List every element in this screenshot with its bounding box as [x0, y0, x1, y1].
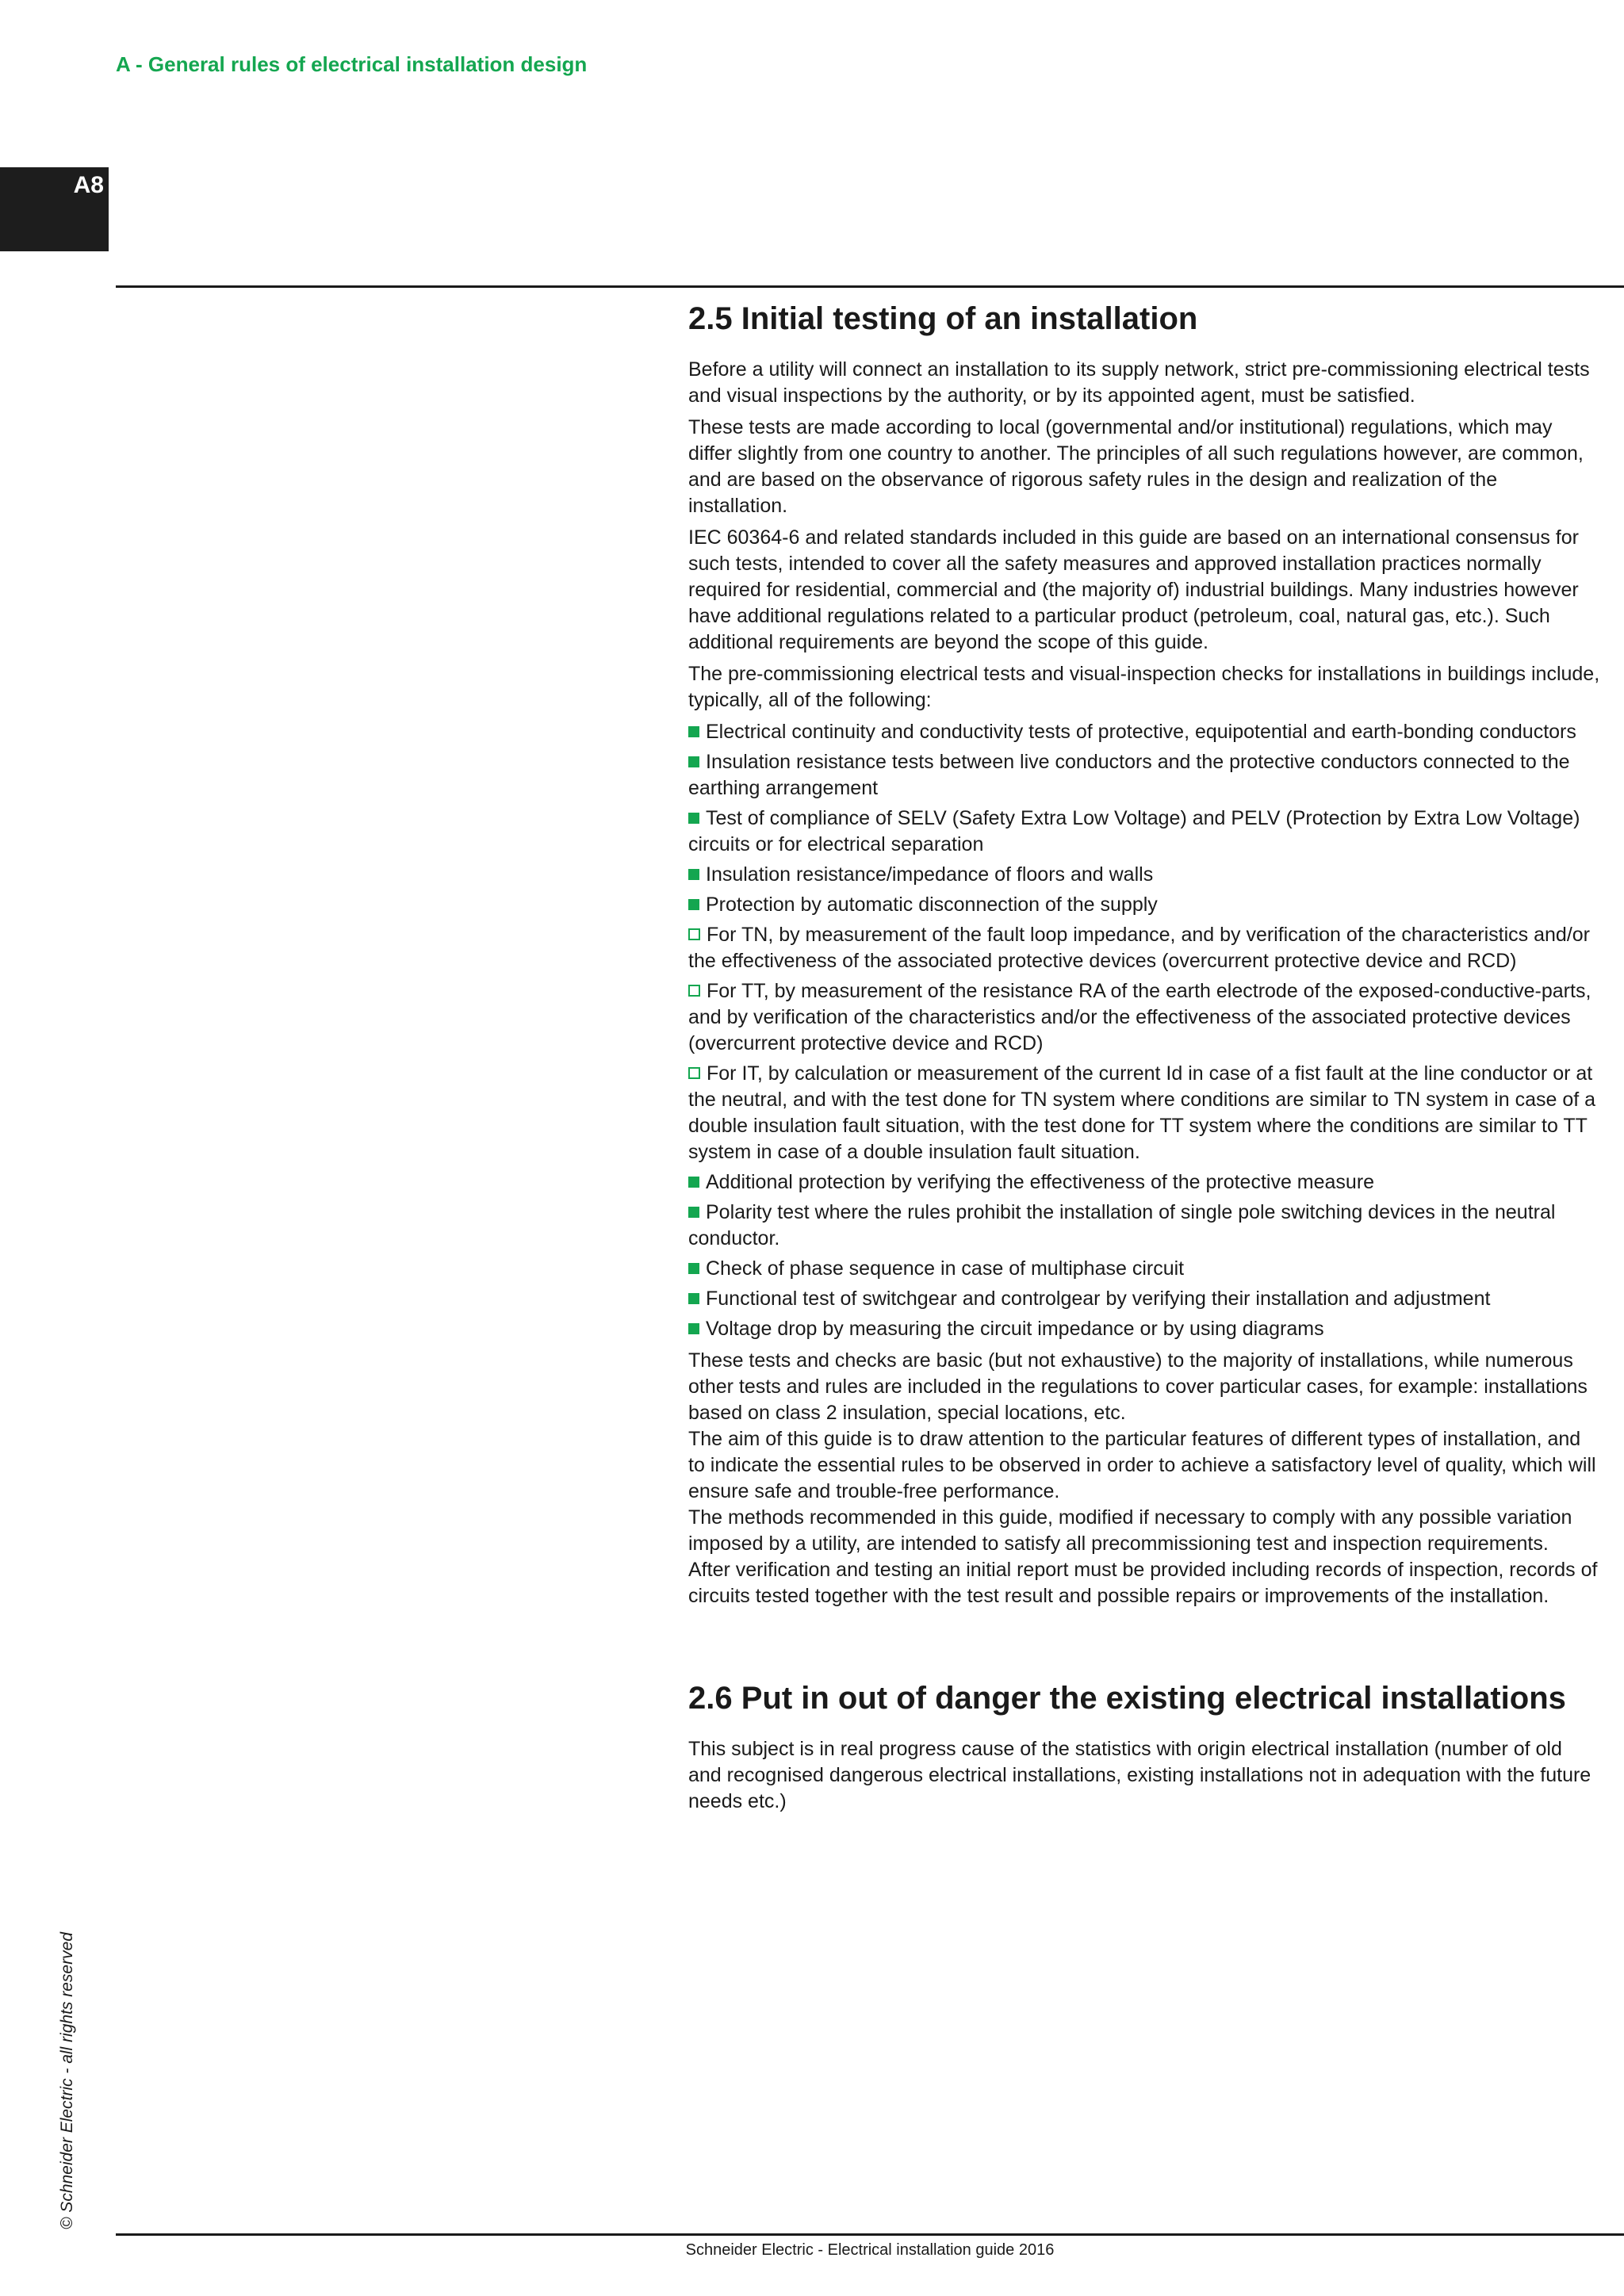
green-square-bullet-icon	[688, 1323, 699, 1334]
list-item: For TN, by measurement of the fault loop impedance, and by verification of the characteristics and/or the effectiveness of the associated protective devices (overcurrent protective device and RCD)	[688, 924, 1590, 972]
hollow-square-bullet-icon	[688, 928, 700, 940]
section-2-6	[688, 1679, 1600, 1815]
green-square-bullet-icon	[688, 899, 699, 910]
paragraph: The methods recommended in this guide, modified if necessary to comply with any possible variation imposed by a utility, are intended to satisfy all precommissioning test and inspection requirements.	[688, 1506, 1572, 1555]
section-heading-2-5: 2.5 Initial testing of an installation	[688, 301, 1198, 336]
green-square-bullet-icon	[688, 726, 699, 737]
list-item: Insulation resistance/impedance of floors and walls	[688, 862, 1600, 888]
list-item: Test of compliance of SELV (Safety Extra Low Voltage) and PELV (Protection by Extra Low Voltage) circuits or for electrical separation	[688, 807, 1580, 855]
green-square-bullet-icon	[688, 756, 699, 767]
paragraph: Before a utility will connect an installation to its supply network, strict pre-commissioning electrical tests and visual inspections by the authority, or by its appointed agent, must be satisfied.	[688, 358, 1590, 407]
green-square-bullet-icon	[688, 1177, 699, 1188]
list-item: Polarity test where the rules prohibit the installation of single pole switching devices in the neutral conductor.	[688, 1201, 1556, 1249]
footer-text: Schneider Electric - Electrical installation guide 2016	[685, 2241, 1055, 2259]
list-item: For TT, by measurement of the resistance RA of the earth electrode of the exposed-conductive-parts, and by verification of the characteristics and/or the effectiveness of the associated protective devices (overcurrent protective device and RCD)	[688, 980, 1591, 1054]
green-square-bullet-icon	[688, 1263, 699, 1274]
list-item: Insulation resistance tests between live conductors and the protective conductors connected to the earthing arrangement	[688, 751, 1570, 799]
paragraph: After verification and testing an initial report must be provided including records of inspection, records of circuits tested together with the test result and possible repairs or improvements of the installation.	[688, 1559, 1598, 1607]
section-heading-2-6: 2.6 Put in out of danger the existing electrical installations	[688, 1681, 1566, 1716]
copyright-notice: © Schneider Electric - all rights reserved	[58, 1932, 76, 2229]
hollow-square-bullet-icon	[688, 985, 700, 997]
green-square-bullet-icon	[688, 1293, 699, 1304]
green-square-bullet-icon	[688, 1207, 699, 1218]
list-item: Functional test of switchgear and controlgear by verifying their installation and adjustment	[688, 1286, 1600, 1312]
test-checklist	[688, 719, 1600, 1342]
green-square-bullet-icon	[688, 869, 699, 880]
top-divider	[116, 285, 1624, 288]
list-item: Protection by automatic disconnection of the supply	[688, 892, 1600, 918]
list-item: Electrical continuity and conductivity tests of protective, equipotential and earth-bonding conductors	[688, 719, 1600, 745]
paragraph: These tests and checks are basic (but not exhaustive) to the majority of installations, while numerous other tests and rules are included in the regulations to cover particular cases, for example: installations based on class 2 insulation, special locations, etc.	[688, 1349, 1588, 1424]
paragraph: IEC 60364-6 and related standards included in this guide are based on an international consensus for such tests, intended to cover all the safety measures and approved installation practices normally required for residential, commercial and (the majority of) industrial buildings. Many industries however have additional regulations related to a particular product (petroleum, coal, natural gas, etc.). Such additional requirements are beyond the scope of this guide.	[688, 526, 1579, 653]
bottom-divider	[116, 2233, 1624, 2236]
paragraph: These tests are made according to local (governmental and/or institutional) regulations, which may differ slightly from one country to another. The principles of all such regulations however, are common, and are based on the observance of rigorous safety rules in the design and realization of the installation.	[688, 416, 1584, 517]
main-content	[688, 300, 1600, 1820]
page-number-tab	[0, 167, 109, 251]
list-item: Additional protection by verifying the effectiveness of the protective measure	[688, 1169, 1600, 1196]
list-item: Voltage drop by measuring the circuit impedance or by using diagrams	[688, 1316, 1600, 1342]
hollow-square-bullet-icon	[688, 1067, 700, 1079]
page-number: A8	[73, 172, 104, 198]
paragraph: The aim of this guide is to draw attention to the particular features of different types of installation, and to indicate the essential rules to be observed in order to achieve a satisfactory level of quality, which will ensure safe and trouble-free performance.	[688, 1428, 1596, 1502]
chapter-title: A - General rules of electrical installation design	[116, 52, 588, 76]
list-item: For IT, by calculation or measurement of the current Id in case of a fist fault at the line conductor or at the neutral, and with the test done for TN system where conditions are similar to TN system in case of a double insulation fault situation, with the test done for TT system where the conditions are similar to TT system in case of a double insulation fault situation.	[688, 1062, 1596, 1163]
paragraph: This subject is in real progress cause of the statistics with origin electrical installation (number of old and recognised dangerous electrical installations, existing installations not in adequation with the future needs etc.)	[688, 1738, 1591, 1812]
list-item: Check of phase sequence in case of multiphase circuit	[688, 1256, 1600, 1282]
green-square-bullet-icon	[688, 813, 699, 824]
paragraph: The pre-commissioning electrical tests and visual-inspection checks for installations in buildings include, typically, all of the following:	[688, 663, 1600, 711]
